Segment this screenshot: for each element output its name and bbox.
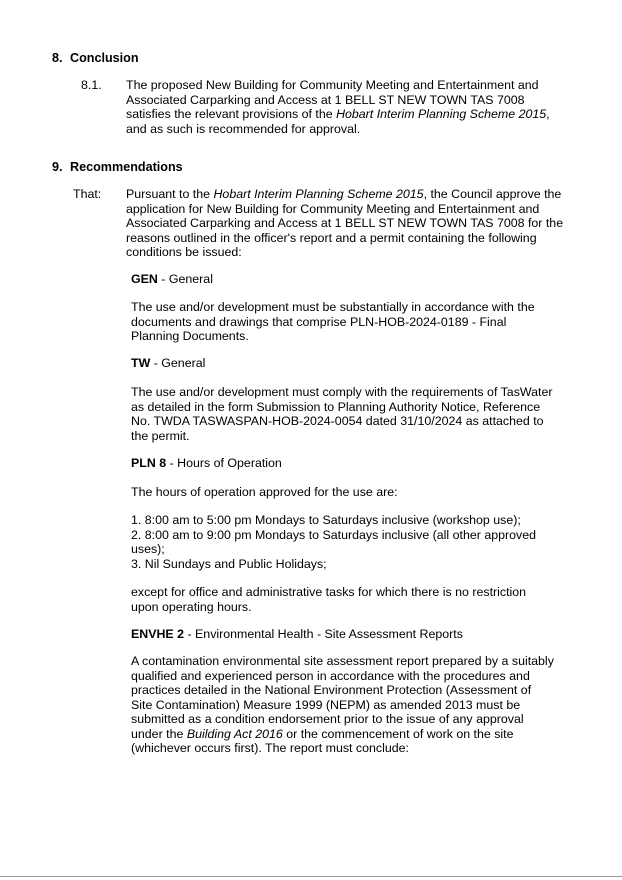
condition-code: PLN 8 bbox=[131, 456, 167, 470]
condition-text: The use and/or development must comply with the requirements of TasWater as detailed in the form Submission to Planning Authority Notice, Reference No. TWDA TASWASPAN-HOB-2024-0054 dated 31/10/2024 as attached to the permit. bbox=[131, 385, 553, 443]
condition-text-a: A contamination environmental site assessment report prepared by a suitably qualified and experienced person in accordance with the procedures and practices detailed in the National Environment Protection (Assessment of Site Contamination) Measure 1999 (NEPM) as amended 2013 must be submitted as a condition endorsement prior to the issue of any approval under the bbox=[131, 654, 554, 741]
condition-code: ENVHE 2 bbox=[131, 627, 185, 641]
condition-text-b: or the commencement of work on the site (whichever occurs first). The report must conclude: bbox=[131, 726, 514, 755]
condition-title: - General bbox=[157, 272, 213, 286]
condition-heading bbox=[131, 356, 556, 371]
condition-title: - General bbox=[150, 356, 206, 370]
hours-list bbox=[131, 513, 556, 571]
condition-code: TW bbox=[131, 356, 151, 370]
item-number: 8.1. bbox=[81, 78, 102, 92]
section-number: 9. bbox=[52, 160, 63, 174]
condition-heading bbox=[131, 456, 556, 471]
section-title: Conclusion bbox=[70, 51, 139, 65]
condition-heading bbox=[131, 272, 556, 287]
list-item: 2. 8:00 am to 9:00 pm Mondays to Saturdays inclusive (all other approved uses); bbox=[131, 527, 536, 556]
section-number: 8. bbox=[52, 51, 63, 65]
that-label: That: bbox=[73, 187, 102, 201]
act-name: Building Act 2016 bbox=[186, 726, 283, 741]
conclusion-paragraph bbox=[126, 78, 566, 136]
intro-text-a: Pursuant to the bbox=[126, 187, 214, 201]
condition-text: The hours of operation approved for the use are: bbox=[131, 485, 398, 499]
intro-text-b: , the Council approve the application for New Building for Community Meeting and Entertainment and Associated Carparking and Access at 1 BELL ST NEW TOWN TAS 7008 for the reasons outlined in the officer's report and a permit containing the following conditions be issued: bbox=[126, 187, 564, 259]
condition-text: except for office and administrative tasks for which there is no restriction upon operating hours. bbox=[131, 585, 527, 614]
page-edge-divider bbox=[0, 876, 622, 877]
condition-code: GEN bbox=[131, 272, 158, 286]
scheme-name: Hobart Interim Planning Scheme 2015 bbox=[336, 107, 547, 121]
list-item: 1. 8:00 am to 5:00 pm Mondays to Saturdays inclusive (workshop use); bbox=[131, 513, 521, 527]
condition-heading bbox=[131, 627, 556, 642]
condition-title: - Hours of Operation bbox=[166, 456, 282, 470]
conclusion-text-a: The proposed New Building for Community Meeting and Entertainment and Associated Carparking and Access at 1 BELL ST NEW TOWN TAS 7008 satisfies the relevant provisions of the bbox=[126, 78, 539, 121]
condition-title: - Environmental Health - Site Assessment Reports bbox=[184, 627, 463, 641]
conclusion-text-b: , and as such is recommended for approval. bbox=[126, 107, 550, 136]
condition-text bbox=[131, 654, 555, 756]
condition-text: The use and/or development must be substantially in accordance with the documents and drawings that comprise PLN-HOB-2024-0189 - Final Planning Documents. bbox=[131, 300, 535, 343]
section-title: Recommendations bbox=[70, 160, 183, 174]
list-item: 3. Nil Sundays and Public Holidays; bbox=[131, 556, 327, 571]
recommendation-paragraph bbox=[126, 187, 572, 260]
section-heading-conclusion bbox=[52, 51, 139, 66]
scheme-name: Hobart Interim Planning Scheme 2015 bbox=[213, 187, 424, 201]
section-heading-recommendations bbox=[52, 160, 183, 175]
